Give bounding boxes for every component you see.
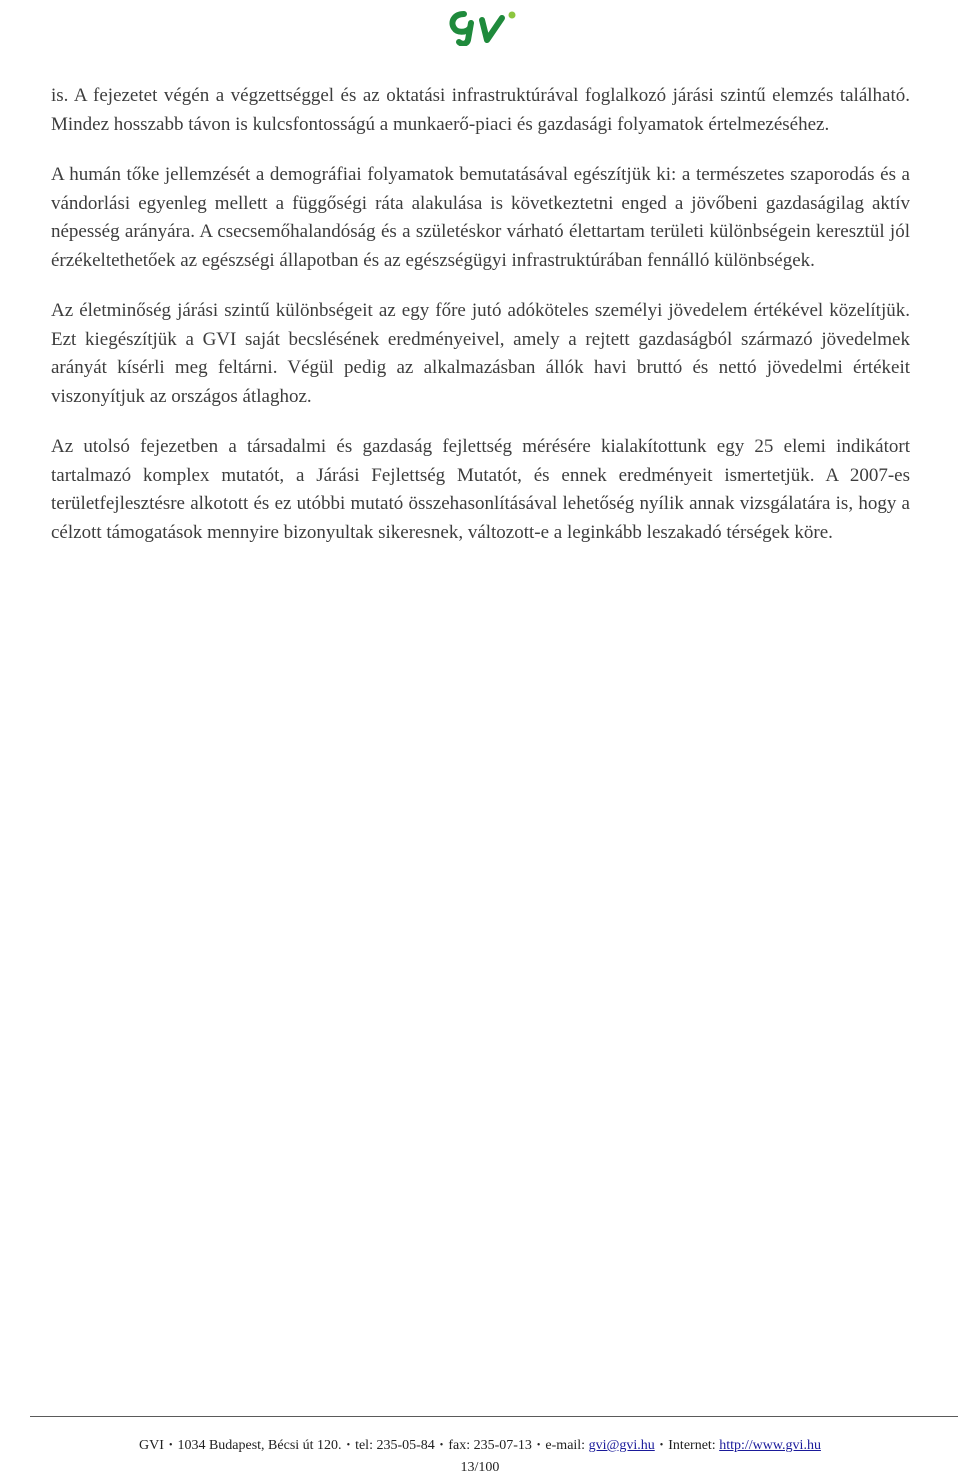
footer-email-link[interactable]: gvi@gvi.hu <box>588 1438 655 1453</box>
footer-separator: • <box>536 1440 541 1451</box>
footer-website-link[interactable]: http://www.gvi.hu <box>719 1438 821 1453</box>
page-footer <box>0 1438 960 1454</box>
gvi-logo <box>444 6 520 46</box>
page-number: 13/100 <box>460 1460 500 1475</box>
footer-org: GVI <box>139 1438 164 1453</box>
footer-separator: • <box>439 1440 444 1451</box>
document-body <box>51 82 910 569</box>
paragraph-3: Az életminőség járási szintű különbségeit az egy főre jutó adóköteles személyi jövedelem értékével közelítjük. Ezt kiegészítjük a GVI saját becslésének eredményeivel, amely a rejtett gazdaságból származó jövedelmek arányát kísérli meg feltárni. Végül pedig az alkalmazásban állók havi bruttó és nettó jövedelmi értékeit viszonyítjuk az országos átlaghoz. <box>51 300 910 407</box>
footer-separator: • <box>346 1440 351 1451</box>
logo-dot <box>509 12 516 19</box>
paragraph-1: is. A fejezetet végén a végzettséggel és az oktatási infrastruktúrával foglalkozó járási szintű elemzés található. Mindez hosszabb távon is kulcsfontosságú a munkaerő-piaci és gazdasági folyamatok értelmezéséhez. <box>51 85 910 135</box>
footer-divider <box>30 1416 958 1417</box>
footer-internet-label: Internet: <box>668 1438 716 1453</box>
footer-separator: • <box>659 1440 664 1451</box>
footer-separator: • <box>168 1440 173 1451</box>
paragraph-4: Az utolsó fejezetben a társadalmi és gazdaság fejlettség mérésére kialakítottunk egy 25 elemi indikátort tartalmazó komplex mutatót, a Járási Fejlettség Mutatót, és ennek eredményeit ismertetjük. A 2007-es területfejlesztésre alkotott és ez utóbbi mutató összehasonlításával lehetőség nyílik annak vizsgálatára is, hogy a célzott támogatások mennyire bizonyultak sikeresnek, változott-e a leginkább leszakadó térségek köre. <box>51 436 910 543</box>
footer-tel: tel: 235-05-84 <box>355 1438 435 1453</box>
paragraph-2: A humán tőke jellemzését a demográfiai folyamatok bemutatásával egészítjük ki: a természetes szaporodás és a vándorlási egyenleg mellett a függőségi ráta alakulása is következtetni enged a jövőbeni gazdaságilag aktív népesség arányára. A csecsemőhalandóság és a születéskor várható élettartam területi különbségein keresztül jól érzékeltethetőek az egészségi állapotban és az egészségügyi infrastruktúrában fennálló különbségek. <box>51 164 910 271</box>
footer-email-label: e-mail: <box>545 1438 586 1453</box>
footer-fax: fax: 235-07-13 <box>448 1438 532 1453</box>
footer-address: 1034 Budapest, Bécsi út 120. <box>177 1438 342 1453</box>
logo-v <box>482 18 502 40</box>
